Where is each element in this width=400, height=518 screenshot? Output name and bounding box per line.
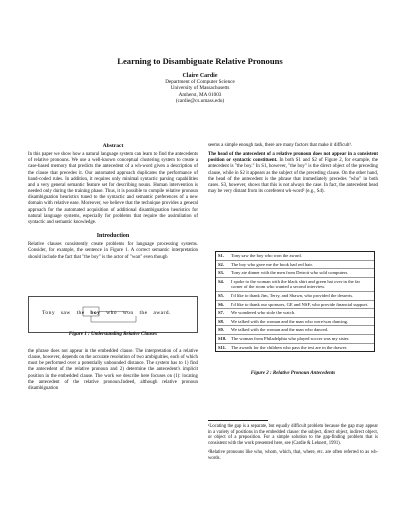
row-label: S4.	[218, 278, 225, 284]
footnote: ¹Locating the gap is a separate, but equally difficult problem because the gap may appear in a variety of positions in the embedded clause: the subject, direct object, indirect object, or object of a preposition. For a simple solution to the gap-finding problem that is consistent with the work presented here, see (Cardie & Lehnert, 1991).	[208, 423, 378, 447]
word: saw	[60, 310, 71, 316]
table-row	[216, 344, 374, 352]
row-text: The woman from Philadelphia who played soccer was my sister.	[231, 335, 350, 341]
word: who	[106, 310, 117, 316]
row-text: We talked with the woman and the man who danced.	[231, 327, 329, 333]
introduction-text: Relative clauses consistently create problems for language processing systems. Consider, for example, the sentence in Figure 1. A correct semantic interpretation should include the fact that "the boy" is the actor of "won" even though	[28, 242, 198, 260]
row-text: The boy who gave me the book had red hair.	[231, 261, 313, 267]
figure-2-table	[215, 251, 375, 352]
table-row	[216, 326, 374, 335]
paragraph-text: In both S1 and S2 of Figure 2, for example, the antecedent is "the boy." In S1, however, "the boy" is the direct object of the preceding clause, while in S2 it appears as the subject of the preceding clause. On the other hand, the head of the antecedent is the phrase that immediately precedes "who" in both cases. S3, however, shows that this is not always the case. In fact, the antecedent head may be very distant from its coreferent wh-word² (e.g., S4).	[208, 158, 378, 195]
paper-title: Learning to Disambiguate Relative Pronouns	[117, 56, 283, 66]
row-text: We talked with the woman and the man who were/was dancing.	[231, 318, 349, 324]
footnotes	[208, 420, 378, 465]
row-text: The awards for the children who pass the test are in the drawer.	[231, 344, 348, 350]
abstract-heading: Abstract	[102, 143, 124, 149]
left-bottom-text: the phrase does not appear in the embedded clause. The interpretation of a relative clause, however, depends on the accurate resolution of two ambiguities, each of which must be performed over a potentially unbounded distance. The system has to 1) find the antecedent of the relative pronoun and 2) determine the antecedent's implicit position in the embedded clause. The work we describe here focuses on (1): locating the antecedent of the relative pronoun.Indeed, although relative pronoun disambiguation	[28, 349, 198, 391]
author-block	[0, 73, 400, 104]
figure-1-caption: Figure 1 : Understanding Relative Clauses	[68, 332, 158, 337]
affiliation-line: Amherst, MA 01003	[178, 91, 222, 98]
row-text: I spoke to the woman with the black shirt and green hat over in the far corner of the room who wanted a second interview.	[231, 278, 360, 290]
bold-statement: The head of the antecedent of a relative pronoun does not appear in a consistent position or syntactic constituent.	[208, 152, 378, 164]
row-label: S7.	[218, 310, 225, 316]
row-text: I'd like to thank our sponsors, GE and NSF, who provide financial support.	[231, 301, 369, 307]
footnote-rule	[208, 420, 268, 421]
table-row	[216, 269, 374, 278]
word: the	[76, 310, 85, 316]
introduction-heading: Introduction	[96, 233, 130, 240]
table-row	[216, 278, 374, 292]
row-text: Tony saw the boy who won the award.	[231, 253, 302, 258]
row-label: S5.	[218, 292, 225, 298]
word: the	[139, 310, 148, 316]
row-label: S9.	[218, 327, 225, 333]
word: boy	[90, 310, 101, 316]
affiliation-line: University of Massachusetts	[170, 85, 230, 92]
paragraph: seems a simple enough task, there are many factors that make it difficult¹.	[208, 143, 353, 148]
row-label: S6.	[218, 301, 225, 307]
row-label: S3.	[218, 270, 225, 276]
abstract-text: In this paper we show how a natural language system can learn to find the antecedents of relative pronouns. We use a well-known conceptual clustering system to create a case-based memory that predicts the antecedent of a wh-word given a description of the clause that precedes it. Our automated approach duplicates the performance of hand-coded rules. In addition, it requires only minimal syntactic parsing capabilities and a very general semantic feature set for describing nouns. Human intervention is needed only during the training phase. Thus, it is possible to compile relative pronoun disambiguation heuristics tuned to the syntactic and semantic preferences of a new domain with relative ease. Moreover, we believe that the technique provides a general approach for the automated acquisition of additional disambiguation heuristics for natural language systems, especially for problems that require the assimilation of syntactic and semantic knowledge.	[28, 152, 198, 225]
row-label: S10.	[218, 335, 227, 341]
paragraph	[208, 152, 378, 195]
row-text: We wondered who stole the watch.	[231, 310, 296, 316]
table-row	[216, 309, 374, 318]
affiliation-line: Department of Computer Science	[165, 79, 235, 86]
row-label: S11.	[218, 344, 227, 350]
footnote: ²Relative pronouns like who, whom, which, that, where, etc. are often referred to as wh-words.	[208, 450, 378, 462]
table-row	[216, 318, 374, 327]
table-row	[216, 292, 374, 301]
author-email: (cardie@cs.umass.edu)	[175, 97, 225, 104]
word: Tony	[42, 310, 56, 316]
table-row	[216, 301, 374, 310]
figure-1-sentence	[42, 310, 175, 316]
row-text: I'd like to thank Jim, Terry, and Shawn, who provided the desserts.	[231, 292, 354, 298]
row-label: S8.	[218, 318, 225, 324]
figure-2-caption: Figure 2 : Relative Pronoun Antecedents	[250, 371, 336, 376]
word: won	[122, 310, 134, 316]
row-text: Tony ate dinner with the men from Detroit who sold computers.	[231, 270, 349, 276]
author-name: Claire Cardie	[182, 73, 218, 79]
left-column	[28, 143, 198, 264]
right-column	[208, 143, 378, 195]
table-row	[216, 252, 374, 261]
table-row	[216, 335, 374, 344]
table-row	[216, 261, 374, 270]
row-label: S2.	[218, 261, 225, 267]
row-label: S1.	[218, 253, 225, 258]
word: award.	[153, 310, 171, 316]
